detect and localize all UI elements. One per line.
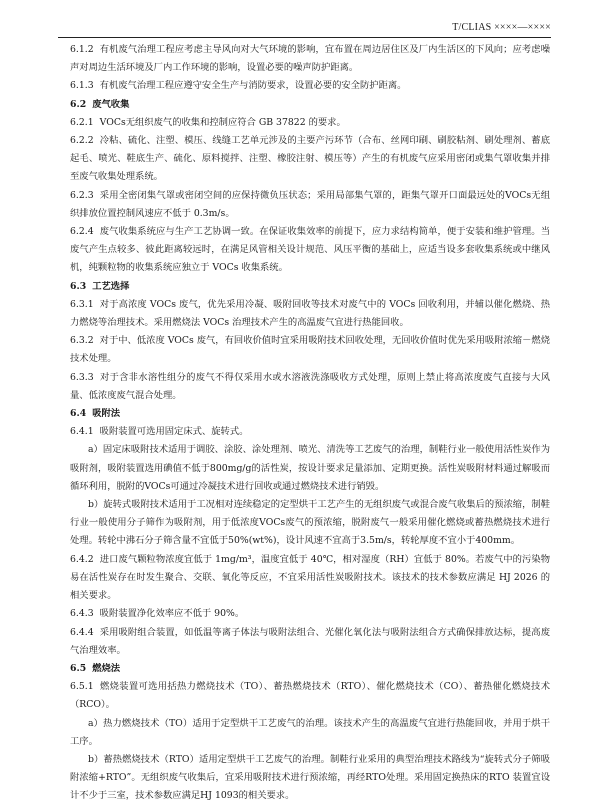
header-rule	[58, 37, 551, 38]
clause-paragraph	[70, 114, 550, 132]
clause-number: 6.4.2	[70, 553, 94, 565]
clause-paragraph	[70, 369, 550, 405]
document-body	[70, 41, 550, 806]
clause-paragraph	[70, 77, 550, 95]
clause-text: 对于中、低浓度 VOCs 废气，有回收价值时宜采用吸附技术回收处理，无回收价值时优先采用吸附浓缩－燃烧技术处理。	[70, 335, 550, 365]
clause-number: 6.4.4	[70, 626, 94, 638]
clause-number: 6.2.2	[70, 135, 94, 147]
clause-text: 吸附装置净化效率应不低于 90%。	[99, 608, 245, 620]
clause-text: 吸附法	[92, 408, 121, 420]
clause-number: 6.2.1	[70, 116, 94, 128]
clause-paragraph	[70, 187, 550, 223]
clause-text: 采用吸附组合装置，如低温等离子体法与吸附法组合、光催化氧化法与吸附法组合方式确保排放达标，提高废气治理效率。	[70, 626, 550, 656]
clause-paragraph	[70, 605, 550, 623]
clause-text: 工艺选择	[92, 280, 130, 292]
clause-text: 废气收集系统应与生产工艺协调一致。在保证收集效率的前提下，应力求结构简单，便于安装和维护管理。当废气产生点较多、彼此距离较远时，在满足风管相关设计规范、风压平衡的基础上，应适当设多套收集系统或中继风机，纯颗粒物的收集系统应独立于 VOCs 收集系统。	[70, 226, 550, 274]
clause-number: 6.4.1	[70, 426, 94, 438]
clause-text: a）热力燃烧技术（TO）适用于定型烘干工艺废气的治理。该技术产生的高温废气宜进行热能回收，并用于烘干工序。	[70, 717, 550, 747]
clause-text: a）固定床吸附技术适用于调胶、涂胶、涂处理剂、喷光、清洗等工艺废气的治理，制鞋行业一般使用活性炭作为吸附剂，吸附装置选用碘值不低于800mg/g的活性炭，按设计要求足量添加、定期更换。活性炭吸附材料通过解吸而循环利用，脱附的VOCs可通过冷凝技术进行回收或通过燃烧技术进行销毁。	[70, 444, 550, 492]
clause-paragraph	[70, 423, 550, 441]
section-heading	[70, 660, 550, 678]
clause-text: b）旋转式吸附技术适用于工况相对连续稳定的定型烘干工艺产生的无组织废气或混合废气收集后的预浓缩，制鞋行业一般使用分子筛作为吸附剂，用于低浓度VOCs废气的预浓缩，脱附废气一般采用催化燃烧或蓄热燃烧技术进行处理。转轮中沸石分子筛含量不宜低于50%(wt%)，设计风速不宜高于3.5m/s，转轮厚度不宜小于400mm。	[70, 499, 550, 547]
clause-paragraph	[70, 624, 550, 660]
clause-text: 有机废气治理工程应遵守安全生产与消防要求，设置必要的安全防护距离。	[99, 80, 407, 92]
clause-paragraph	[70, 678, 550, 714]
section-heading	[70, 405, 550, 423]
clause-text: b）蓄热燃烧技术（RTO）适用定型烘干工艺废气的治理。制鞋行业采用的典型治理技术路线为“旋转式分子筛吸附浓缩+RTO”。无组织废气收集后，宜采用吸附技术进行预浓缩，再经RTO处理。采用固定换热床的RTO 装置宜设计不少于三室，技术参数应满足HJ 1093的相关要求。	[70, 753, 550, 802]
clause-number: 6.5.1	[70, 681, 94, 693]
clause-text: VOCs无组织废气的收集和控制应符合 GB 37822 的要求。	[99, 116, 346, 128]
list-item	[70, 496, 550, 551]
clause-paragraph	[70, 551, 550, 606]
clause-number: 6.3.1	[70, 298, 94, 310]
clause-paragraph	[70, 132, 550, 187]
clause-number: 6.2.4	[70, 226, 94, 238]
clause-text: 冷粘、硫化、注塑、模压、线缝工艺单元涉及的主要产污环节（合布、丝网印刷、刷胶粘剂、刷处理剂、蓄底起毛、喷光、鞋底生产、硫化、原料搅拌、注塑、橡胶注射、模压等）产生的有机废气应采用密闭或集气罩收集并排至废气收集处理系统。	[70, 135, 550, 183]
clause-number: 6.1.3	[70, 80, 94, 92]
list-item	[70, 751, 550, 806]
clause-number: 6.4	[70, 408, 87, 420]
clause-number: 6.4.3	[70, 608, 94, 620]
clause-number: 6.3	[70, 280, 87, 292]
clause-number: 6.2.3	[70, 189, 94, 201]
clause-number: 6.2	[70, 98, 87, 110]
clause-paragraph	[70, 223, 550, 278]
clause-paragraph	[70, 41, 550, 77]
clause-text: 有机废气治理工程应考虑主导风向对大气环境的影响，宜布置在周边居住区及厂内生活区的下风向；应考虑噪声对周边生活环境及厂内工作环境的影响，设置必要的噪声防护距离。	[70, 44, 550, 74]
clause-text: 燃烧法	[92, 662, 121, 674]
clause-text: 吸附装置可选用固定床式、旋转式。	[99, 426, 249, 438]
clause-text: 对于含非水溶性组分的废气不得仅采用水或水溶液洗涤吸收方式处理，原则上禁止将高浓度废气直接与大风量、低浓度废气混合处理。	[70, 371, 550, 401]
section-heading	[70, 96, 550, 114]
clause-text: 燃烧装置可选用括热力燃烧技术（TO）、蓄热燃烧技术（RTO）、催化燃烧技术（CO）、蓄热催化燃烧技术（RCO）。	[70, 681, 550, 711]
section-heading	[70, 278, 550, 296]
clause-number: 6.1.2	[70, 44, 94, 55]
clause-text: 采用全密闭集气罩或密闭空间的应保持微负压状态；采用局部集气罩的，距集气罩开口面最远处的VOCs无组织排放位置控制风速应不低于 0.3m/s。	[70, 189, 550, 219]
clause-text: 进口废气颗粒物浓度宜低于 1mg/m³，温度宜低于 40℃，相对湿度（RH）宜低于 80%。若废气中的污染物易在活性炭存在时发生聚合、交联、氧化等反应，不宜采用活性炭吸附技术。该技术的技术参数应满足 HJ 2026 的相关要求。	[70, 553, 550, 602]
document-code: T/CLIAS ××××—××××	[452, 22, 551, 33]
clause-text: 对于高浓度 VOCs 废气，优先采用冷凝、吸附回收等技术对废气中的 VOCs 回收利用，并辅以催化燃烧、热力燃烧等治理技术。采用燃烧法 VOCs 治理技术产生的高温废气宜进行热能回收。	[70, 298, 550, 329]
list-item	[70, 441, 550, 496]
list-item	[70, 715, 550, 751]
clause-number: 6.3.3	[70, 371, 94, 383]
clause-number: 6.5	[70, 662, 87, 674]
clause-paragraph	[70, 332, 550, 368]
clause-paragraph	[70, 296, 550, 332]
clause-text: 废气收集	[92, 98, 130, 110]
clause-number: 6.3.2	[70, 335, 94, 347]
